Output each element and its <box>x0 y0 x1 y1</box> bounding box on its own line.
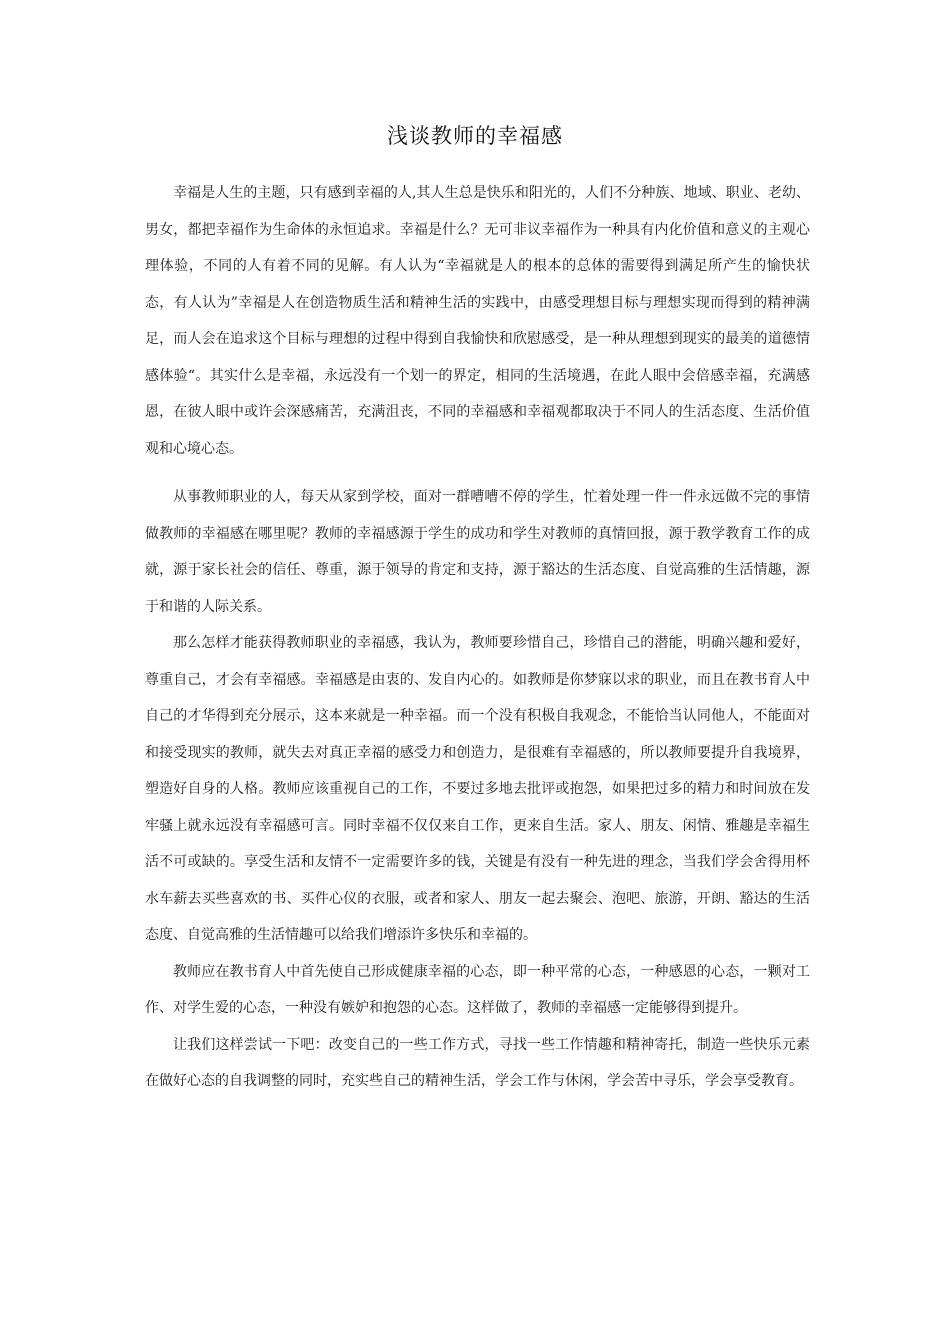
paragraph-try-changes: 让我们这样尝试一下吧：改变自己的一些工作方式，寻找一些工作情趣和精神寄托，制造一些快乐元素在做好心态的自我调整的同时，充实些自己的精神生活，学会工作与休闲，学会苦中寻乐，学会享受教育。 <box>145 1036 810 1089</box>
paragraph-how-to-gain-happiness: 那么怎样才能获得教师职业的幸福感，我认为，教师要珍惜自己，珍惜自己的潜能，明确兴趣和爱好，尊重自己，才会有幸福感。幸福感是由衷的、发自内心的。如教师是你梦寐以求的职业，而且在教书育人中自己的才华得到充分展示，这本来就是一种幸福。而一个没有积极自我观念，不能恰当认同他人，不能面对和接受现实的教师，就失去对真正幸福的感受力和创造力，是很难有幸福感的，所以教师要提升自我境界，塑造好自身的人格。教师应该重视自己的工作，不要过多地去批评或抱怨，如果把过多的精力和时间放在发牢骚上就永远没有幸福感可言。同时幸福不仅仅来自工作，更来自生活。家人、朋友、闲情、雅趣是幸福生活不可或缺的。享受生活和友情不一定需要许多的钱，关键是有没有一种先进的理念，当我们学会舍得用杯水车薪去买些喜欢的书、买件心仪的衣服，或者和家人、朋友一起去聚会、泡吧、旅游，开朗、豁达的生活态度、自觉高雅的生活情趣可以给我们增添许多快乐和幸福的。 <box>145 635 810 943</box>
paragraph-happiness-definition: 幸福是人生的主题，只有感到幸福的人,其人生总是快乐和阳光的，人们不分种族、地域、职业、老幼、男女，都把幸福作为生命体的永恒追求。幸福是什么？无可非议幸福作为一种具有内化价值和意义的主观心理体验，不同的人有着不同的见解。有人认为“幸福就是人的根本的总体的需要得到满足所产生的愉快状态，有人认为”幸福是人在创造物质生活和精神生活的实践中，由感受理想目标与理想实现而得到的精神满足，而人会在追求这个目标与理想的过程中得到自我愉快和欣慰感受，是一种从理想到现实的最美的道德情感体验“。其实什么是幸福，永远没有一个划一的界定，相同的生活境遇，在此人眼中会倍感幸福，充满感恩，在彼人眼中或许会深感痛苦，充满沮丧，不同的幸福感和幸福观都取决于不同人的生活态度、生活价值观和心境心态。 <box>145 185 810 457</box>
document-title: 浅谈教师的幸福感 <box>387 124 563 148</box>
document-body <box>145 175 810 1100</box>
paragraph-healthy-mindset: 教师应在教书育人中首先使自己形成健康幸福的心态，即一种平常的心态，一种感恩的心态，一颗对工作、对学生爱的心态，一种没有嫉妒和抱怨的心态。这样做了，教师的幸福感一定能够得到提升。 <box>145 963 810 1016</box>
paragraph-teacher-happiness-source: 从事教师职业的人，每天从家到学校，面对一群嘈嘈不停的学生，忙着处理一件一件永远做不完的事情做教师的幸福感在哪里呢？教师的幸福感源于学生的成功和学生对教师的真情回报，源于教学教育工作的成就，源于家长社会的信任、尊重，源于领导的肯定和支持，源于豁达的生活态度、自觉高雅的生活情趣，源于和谐的人际关系。 <box>145 489 810 615</box>
